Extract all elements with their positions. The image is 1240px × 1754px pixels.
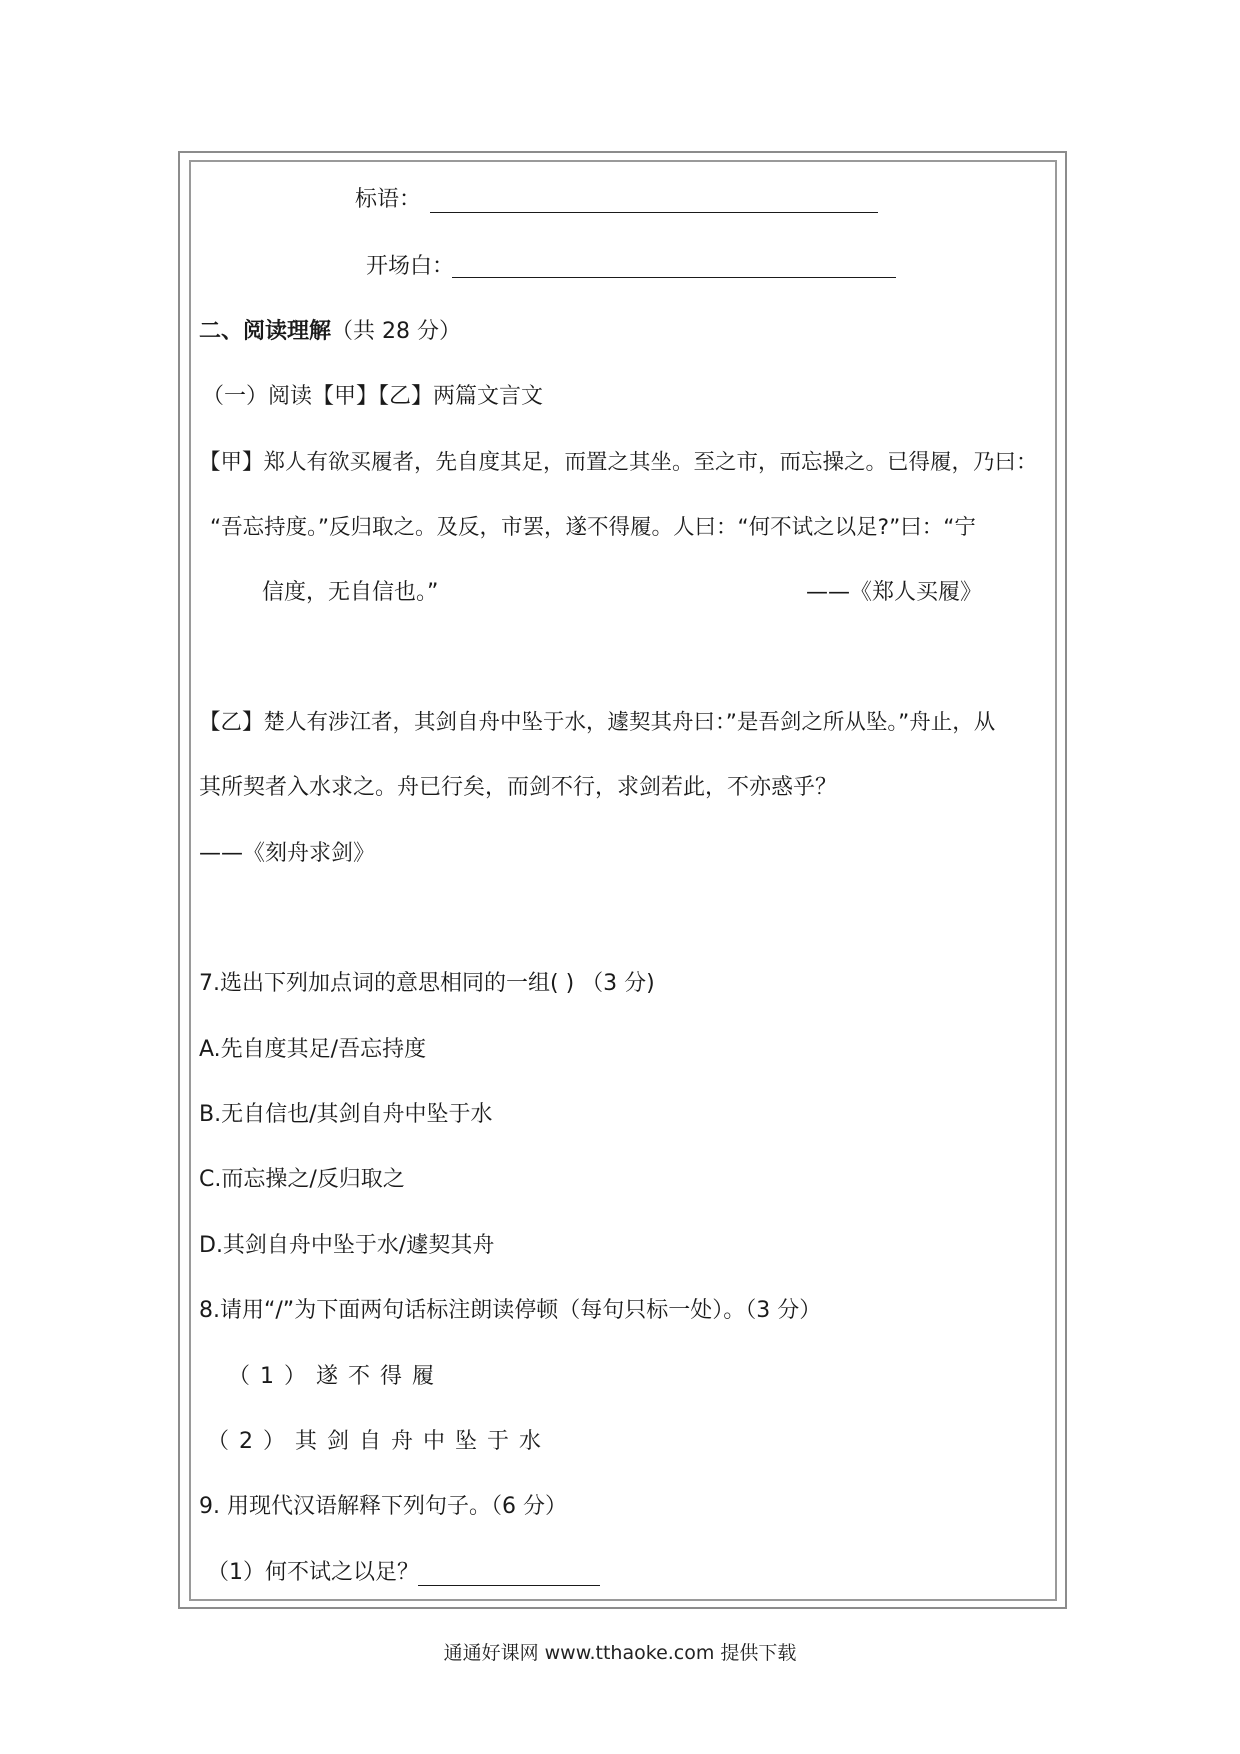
yi-source: ——《刻舟求剑》 (199, 841, 376, 866)
part1-title: （一）阅读【甲】【乙】两篇文言文 (202, 384, 544, 409)
jia-source: ——《郑人买履》 (806, 580, 983, 605)
q8-stem: 8.请用“/”为下面两句话标注朗读停顿（每句只标一处）。（3 分） (199, 1298, 822, 1323)
page-footer: 通通好课网 www.tthaoke.com 提供下载 (443, 1642, 797, 1664)
q8-item-2: （2）其剑自舟中坠于水 (207, 1429, 551, 1454)
q7-option-d: D.其剑自舟中坠于水/遽契其舟 (199, 1233, 495, 1258)
section-heading (199, 317, 461, 347)
q9-item-1: （1）何不试之以足？ (207, 1560, 419, 1585)
q7-option-a: A.先自度其足/吾忘持度 (199, 1037, 427, 1062)
q9-item-1-blank[interactable] (418, 1585, 600, 1586)
jia-line-3: 信度，无自信也。” (262, 580, 439, 605)
q7-stem: 7.选出下列加点词的意思相同的一组( ) （3 分) (199, 971, 655, 996)
opening-label: 开场白： (366, 254, 455, 279)
jia-line-1: 【甲】郑人有欲买履者，先自度其足，而置之其坐。至之市，而忘操之。已得履，乃曰： (199, 450, 1038, 475)
section-heading-score: （共 28 分） (331, 319, 461, 344)
q7-option-c: C.而忘操之/反归取之 (199, 1167, 405, 1192)
slogan-blank[interactable] (430, 212, 878, 213)
yi-line-2: 其所契者入水求之。舟已行矣，而剑不行，求剑若此，不亦惑乎？ (199, 775, 838, 800)
q7-option-b: B.无自信也/其剑自舟中坠于水 (199, 1102, 493, 1127)
q8-item-1: （1）遂不得履 (228, 1364, 444, 1389)
yi-line-1: 【乙】楚人有涉江者，其剑自舟中坠于水，遽契其舟曰：”是吾剑之所从坠。”舟止，从 (199, 710, 996, 735)
q9-stem: 9. 用现代汉语解释下列句子。（6 分） (199, 1494, 567, 1519)
opening-blank[interactable] (452, 277, 896, 278)
slogan-label: 标语： (355, 187, 422, 212)
jia-line-2: “吾忘持度。”反归取之。及反，市罢，遂不得履。人曰：“何不试之以足?”曰：“宁 (210, 515, 976, 540)
section-heading-bold: 二、阅读理解 (199, 319, 332, 344)
